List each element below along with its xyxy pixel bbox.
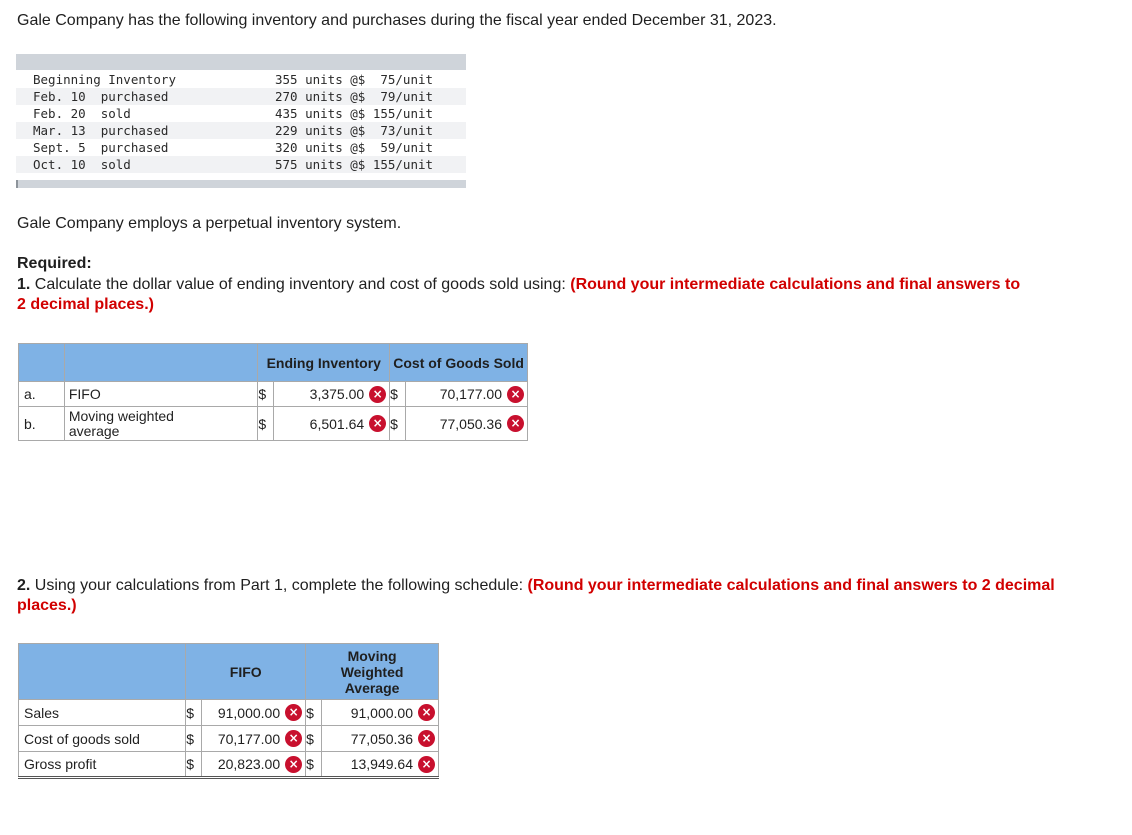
row-label: Sales (19, 700, 186, 726)
required-heading: Required: (17, 255, 92, 272)
cogs-value: 77,050.36 (439, 415, 502, 432)
inventory-detail: 355 units @$ 75/unit (275, 72, 434, 87)
cogs-cell[interactable] (406, 382, 528, 407)
part2-rounding-note: (Round your intermediate calculations and final answers to 2 decimal places.) (17, 577, 1055, 614)
inventory-label: Oct. 10 sold (33, 157, 131, 172)
inventory-row (16, 156, 466, 173)
currency-sign: $ (186, 700, 202, 726)
inventory-detail: 229 units @$ 73/unit (275, 123, 434, 138)
mwa-cell[interactable] (322, 752, 439, 778)
ending-inventory-value: 3,375.00 (309, 386, 365, 402)
inventory-label: Mar. 13 purchased (33, 123, 169, 138)
fifo-value: 91,000.00 (217, 704, 281, 721)
incorrect-icon: × (418, 704, 435, 721)
incorrect-icon: × (369, 386, 386, 403)
inventory-row (16, 139, 466, 156)
header-cost-of-goods-sold: Cost of Goods Sold (390, 344, 528, 382)
row-method: Moving weighted average (64, 407, 258, 441)
inventory-detail: 320 units @$ 59/unit (275, 140, 434, 155)
part1-text: Calculate the dollar value of ending inventory and cost of goods sold using: (30, 276, 571, 293)
mwa-value: 77,050.36 (350, 730, 413, 747)
inventory-row (16, 88, 466, 105)
header-blank (19, 644, 186, 700)
ending-inventory-value: 6,501.64 (309, 415, 365, 432)
cogs-value: 70,177.00 (439, 386, 502, 402)
part1-answer-table (18, 343, 528, 441)
currency-sign: $ (186, 752, 202, 778)
inventory-row (16, 122, 466, 139)
header-ending-inventory: Ending Inventory (258, 344, 390, 382)
inventory-table (16, 54, 466, 188)
inventory-label: Sept. 5 purchased (33, 140, 169, 155)
row-method: FIFO (64, 382, 258, 407)
part2-schedule-table (18, 643, 439, 779)
mwa-value: 13,949.64 (350, 756, 413, 772)
incorrect-icon: × (369, 415, 386, 432)
inventory-row (16, 71, 466, 88)
header-blank (19, 344, 65, 382)
header-moving-weighted-average: Moving Weighted Average (306, 644, 439, 700)
table-row (19, 407, 528, 441)
header-blank (64, 344, 258, 382)
incorrect-icon: × (285, 756, 302, 773)
incorrect-icon: × (418, 756, 435, 773)
inventory-label: Feb. 10 purchased (33, 89, 169, 104)
incorrect-icon: × (418, 730, 435, 747)
ending-inventory-cell[interactable] (274, 407, 390, 441)
intro-text: Gale Company has the following inventory and purchases during the fiscal year ended December 31, 2023. (17, 12, 777, 29)
table-row (19, 382, 528, 407)
currency-sign: $ (390, 407, 406, 441)
inventory-detail: 575 units @$ 155/unit (275, 157, 434, 172)
part2-text: Using your calculations from Part 1, complete the following schedule: (30, 577, 528, 594)
incorrect-icon: × (285, 730, 302, 747)
table-row (19, 700, 439, 726)
inventory-label: Beginning Inventory (33, 72, 176, 87)
incorrect-icon: × (507, 386, 524, 403)
part2-number: 2. (17, 577, 31, 594)
system-text: Gale Company employs a perpetual inventory system. (17, 215, 402, 232)
inventory-label: Feb. 20 sold (33, 106, 131, 121)
currency-sign: $ (258, 382, 274, 407)
inventory-detail: 270 units @$ 79/unit (275, 89, 434, 104)
mwa-cell[interactable] (322, 700, 439, 726)
fifo-cell[interactable] (202, 752, 306, 778)
currency-sign: $ (306, 726, 322, 752)
inventory-row (16, 105, 466, 122)
part2-instructions (17, 576, 1097, 616)
incorrect-icon: × (507, 415, 524, 432)
header-fifo: FIFO (186, 644, 306, 700)
part1-number: 1. (17, 276, 31, 293)
row-letter: b. (19, 407, 65, 441)
inventory-detail: 435 units @$ 155/unit (275, 106, 434, 121)
row-label: Cost of goods sold (19, 726, 186, 752)
currency-sign: $ (306, 752, 322, 778)
part1-rounding-note: (Round your intermediate calculations and final answers to 2 decimal places.) (17, 276, 1021, 313)
currency-sign: $ (258, 407, 274, 441)
fifo-cell[interactable] (202, 700, 306, 726)
currency-sign: $ (186, 726, 202, 752)
inventory-top-bar (16, 54, 466, 70)
ending-inventory-cell[interactable] (274, 382, 390, 407)
incorrect-icon: × (285, 704, 302, 721)
fifo-value: 20,823.00 (217, 756, 281, 772)
currency-sign: $ (306, 700, 322, 726)
fifo-cell[interactable] (202, 726, 306, 752)
cogs-cell[interactable] (406, 407, 528, 441)
inventory-scrollbar[interactable] (16, 180, 466, 188)
currency-sign: $ (390, 382, 406, 407)
mwa-value: 91,000.00 (350, 704, 413, 721)
row-label: Gross profit (19, 752, 186, 778)
part1-instructions (17, 275, 1027, 315)
row-letter: a. (19, 382, 65, 407)
mwa-cell[interactable] (322, 726, 439, 752)
fifo-value: 70,177.00 (217, 730, 281, 747)
table-row (19, 726, 439, 752)
table-row (19, 752, 439, 778)
